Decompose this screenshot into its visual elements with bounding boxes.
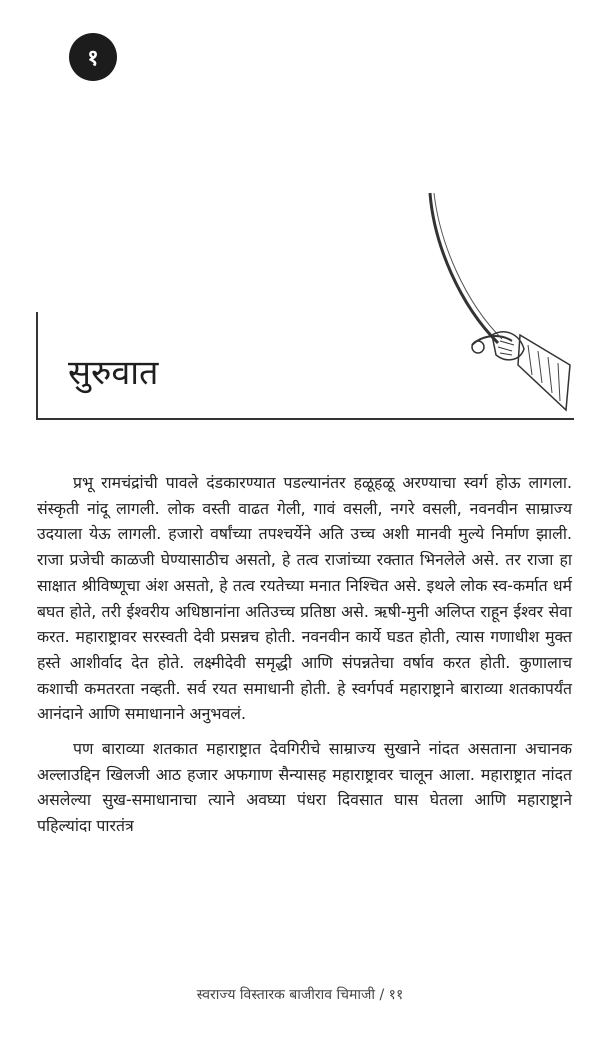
body-text: [37, 470, 572, 839]
page-footer: स्वराज्य विस्तारक बाजीराव चिमाजी / ११: [196, 987, 404, 1003]
chapter-number: १: [87, 46, 99, 71]
paragraph: प्रभू रामचंद्रांची पावले दंडकारण्यात पडल्यानंतर हळूहळू अरण्याचा स्वर्ग होऊ लागला. संस्कृती नांदू लागली. लोक वस्ती वाढत गेली, गावं वसली, नगरे वसली, नवनवीन साम्राज्य उदयाला येऊ लागली. हजारो वर्षांच्या तपश्चर्येने अति उच्च अशी मानवी मुल्ये निर्माण झाली. राजा प्रजेची काळजी घेण्यासाठीच असतो, हे तत्व राजांच्या रक्तात भिनलेले असे. तर राजा हा साक्षात श्रीविष्णूचा अंश असतो, हे तत्व रयतेच्या मनात निश्चित असे. इथले लोक स्व-कर्मात धर्म बघत होते, तरी ईश्वरीय अधिष्ठानांना अतिउच्च प्रतिष्ठा असे. ऋषी-मुनी अलिप्त राहून ईश्वर सेवा करत. महाराष्ट्रावर सरस्वती देवी प्रसन्नच होती. नवनवीन कार्ये घडत होती, त्यास गणाधीश मुक्त हस्ते आशीर्वाद देत होते. लक्ष्मीदेवी समृद्धी आणि संपन्नतेचा वर्षाव करत होती. कुणालाच कशाची कमतरता नव्हती. सर्व रयत समाधानी होती. हे स्वर्गपर्व महाराष्ट्राने बाराव्या शतकापर्यंत आनंदाने आणि समाधानाने अनुभवलं.: [37, 473, 572, 724]
paragraph: पण बाराव्या शतकात महाराष्ट्रात देवगिरीचे साम्राज्य सुखाने नांदत असताना अचानक अल्लाउद्दिन खिलजी आठ हजार अफगाण सैन्यासह महाराष्ट्रावर चालून आला. महाराष्ट्रात नांदत असलेल्या सुख-समाधानाचा त्याने अवघ्या पंधरा दिवसात घास घेतला आणि महाराष्ट्राने पहिल्यांदा पारतंत्र: [37, 739, 572, 836]
chapter-title: सुरुवात: [68, 353, 159, 393]
chapter-number-badge: [69, 33, 117, 81]
